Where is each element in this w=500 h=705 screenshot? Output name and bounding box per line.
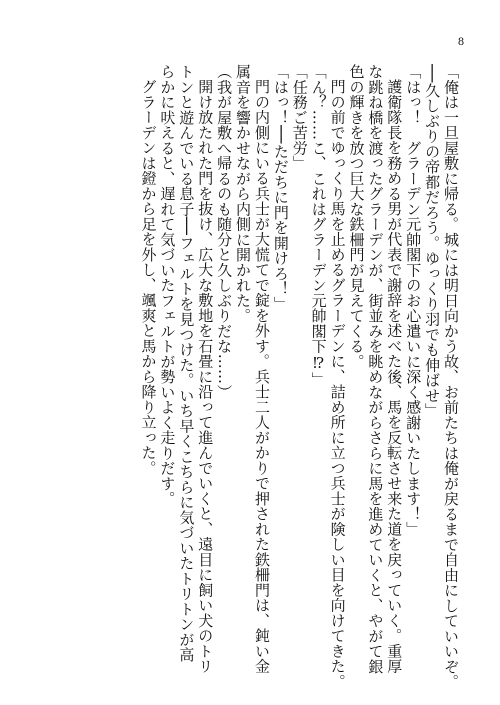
text-line-5: な跳ね橋を渡ったグラーデンが、街並みを眺めながらさらに馬を進めていくと、やがて銀 xyxy=(366,64,385,674)
text-line-3: 「はっ！ グラーデン元帥閣下のお心遣いに深く感謝いたします！」 xyxy=(404,64,423,537)
text-line-8: 「ん？……こ、これはグラーデン元帥閣下⁉」 xyxy=(309,64,328,388)
text-line-4: 護衛隊長を務める男が代表で謝辞を述べた後、馬を反転させ来た道を戻っていく。重厚 xyxy=(385,79,404,674)
text-line-6: 色の輝きを放つ巨大な鉄柵門が見えてくる。 xyxy=(347,64,366,369)
text-line-10: 「はっ！──ただちに門を開けろ！」 xyxy=(271,64,290,312)
text-line-9: 「任務ご苦労」 xyxy=(290,64,309,171)
page-number: 8 xyxy=(458,34,464,48)
text-line-12: 属音を響かせながら内側に開かれた。 xyxy=(234,64,253,324)
text-line-16: らかに吠えると、遅れて気づいたフェルトが勢いよく走りだす。 xyxy=(158,64,177,507)
text-line-15: トンと遊んでいる息子──フェルトを見つけた。いち早くこちらに気づいたトリトンが高 xyxy=(177,64,196,663)
text-line-11: 門の内側にいる兵士が大慌てで錠を外す。兵士二人がかりで押された鉄柵門は、鈍い金 xyxy=(252,79,271,674)
text-line-7: 門の前でゆっくり馬を止めるグラーデンに、詰め所に立つ兵士が険しい目を向けてきた。 xyxy=(328,79,347,689)
text-line-14: 開け放たれた門を抜け、広大な敷地を石畳に沿って進んでいくと、遠目に飼い犬のトリ xyxy=(196,79,215,674)
text-line-1: 「俺は一旦屋敷に帰る。城には明日向かう故、お前たちは俺が戻るまで自由にしていいぞ。 xyxy=(442,64,460,690)
text-line-13: （我が屋敷へ帰るのも随分と久しぶりだな……） xyxy=(215,64,234,400)
vertical-text-body xyxy=(139,64,460,690)
text-line-2: ──久しぶりの帝都だろう。ゆっくり羽でも伸ばせ」 xyxy=(423,64,442,419)
text-line-17: グラーデンは鐙から足を外し、颯爽と馬から降り立った。 xyxy=(139,79,158,476)
